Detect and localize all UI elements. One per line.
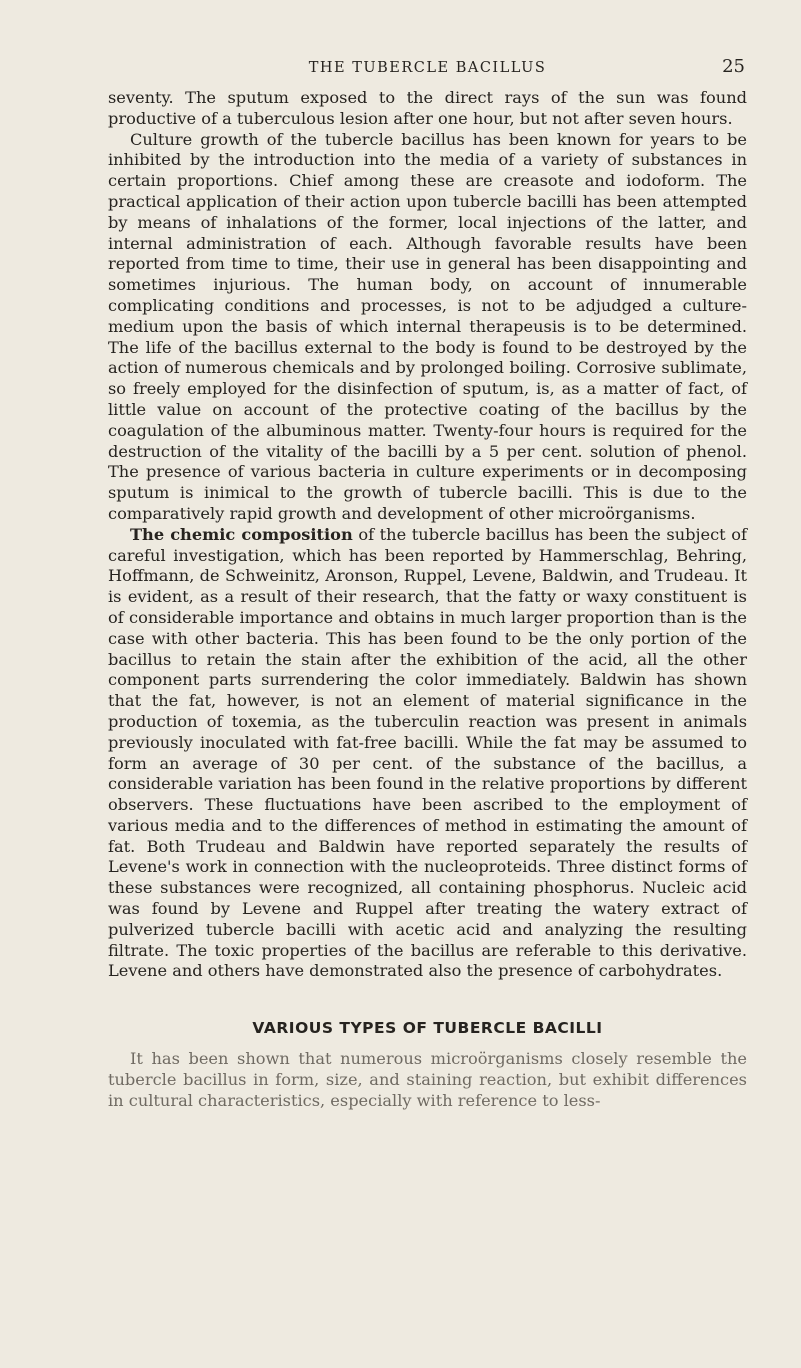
section-heading: VARIOUS TYPES OF TUBERCLE BACILLI (252, 1019, 603, 1038)
body-text (108, 88, 747, 1111)
paragraph-3 (108, 525, 747, 983)
page-number: 25 (722, 56, 745, 77)
paragraph-2: Culture growth of the tubercle bacillus has been known for years to be inhibited by the introduction into the media of a variety of substances in certain proportions. Chief among these are creasote and iodoform. The practical application of their action upon tubercle bacilli has been attempted by means of inhalations of the former, local injections of the latter, and internal administration of each. Although favorable results have been reported from time to time, their use in general has been disappointing and sometimes injurious. The human body, on account of innumerable complicating conditions and processes, is not to be adjudged a culture-medium upon the basis of which internal therapeusis is to be determined. The life of the bacillus external to the body is found to be destroyed by the action of numerous chemicals and by prolonged boiling. Corrosive sublimate, so freely employed for the disinfection of sputum, is, as a matter of fact, of little value on account of the protective coating of the bacillus by the coagulation of the albuminous matter. Twenty-four hours is required for the destruction of the vitality of the bacilli by a 5 per cent. solution of phenol. The presence of various bacteria in culture experiments or in decomposing sputum is inimical to the growth of tubercle bacilli. This is due to the comparatively rapid growth and development of other microörganisms. (108, 129, 747, 523)
running-title: THE TUBERCLE BACILLUS (308, 60, 547, 76)
paragraph-4: It has been shown that numerous microörganisms closely resemble the tubercle bacillus in form, size, and staining reaction, but exhibit differences in cultural characteristics, especially with reference to less- (108, 1049, 747, 1110)
page-header (108, 56, 747, 82)
paragraph-3-bold-lead: The chemic composition (130, 524, 353, 544)
paragraph-3-text: of the tubercle bacillus has been the subject of careful investigation, which has been reported by Hammerschlag, Behring, Hoffmann, de Schweinitz, Aronson, Ruppel, Levene, Baldwin, and Trudeau. It is evident, as a result of their research, that the fatty or waxy constituent is of considerable importance and obtains in much larger proportion than is the case with other bacteria. This has been found to be the only portion of the bacillus to retain the stain after the exhibition of the acid, all the other component parts surrendering the color immediately. Baldwin has shown that the fat, however, is not an element of material significance in the production of toxemia, as the tuberculin reaction was present in animals previously inoculated with fat-free bacilli. While the fat may be assumed to form an average of 30 per cent. of the substance of the bacillus, a considerable variation has been found in the relative proportions by different observers. These fluctuations have been ascribed to the employment of various media and to the differences of method in estimating the amount of fat. Both Trudeau and Baldwin have reported separately the results of Levene's work in connection with the nucleoproteids. Three distinct forms of these substances were recognized, all containing phosphorus. Nucleic acid was found by Levene and Ruppel after treating the watery extract of pulverized tubercle bacilli with acetic acid and analyzing the resulting filtrate. The toxic properties of the bacillus are referable to this derivative. Levene and others have demonstrated also the presence of carbohydrates. (108, 524, 747, 981)
paragraph-1: seventy. The sputum exposed to the direct rays of the sun was found productive of a tuberculous lesion after one hour, but not after seven hours. (108, 88, 747, 128)
